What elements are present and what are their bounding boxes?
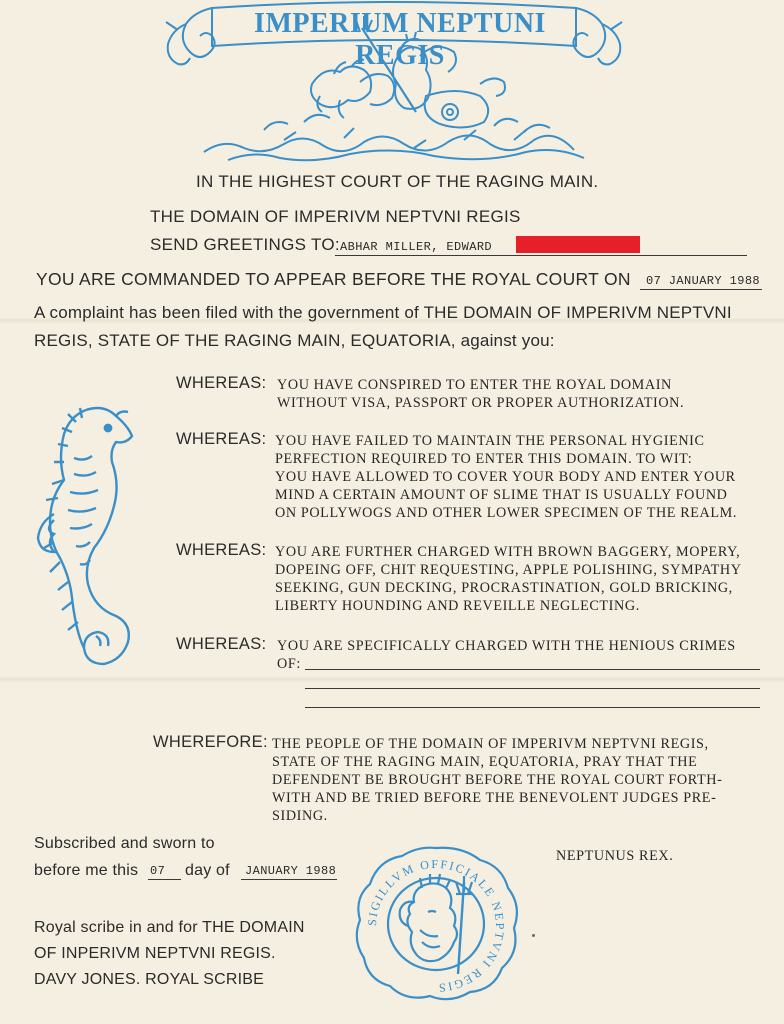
- greetings-label: SEND GREETINGS TO:: [150, 235, 340, 254]
- day-of-label: day of: [185, 862, 230, 879]
- ink-dot: [532, 934, 535, 937]
- whereas-2-line-1: YOU HAVE FAILED TO MAINTAIN THE PERSONAL HYGIENIC: [275, 433, 705, 449]
- seal-text-path: SIGILLVM OFFICIALE NEPTVNI REGIS: [364, 856, 508, 996]
- whereas-text-4: [277, 637, 736, 673]
- crimes-line-3: [305, 707, 760, 708]
- whereas-4-line-1: YOU ARE SPECIFICALLY CHARGED WITH THE HENIOUS CRIMES: [277, 638, 736, 654]
- banner-title: IMPERIUM NEPTUNI REGIS: [254, 8, 546, 71]
- wherefore-line-1: THE PEOPLE OF THE DOMAIN OF IMPERIVM NEPTVNI REGIS,: [272, 736, 709, 752]
- whereas-2-line-4: MIND A CERTAIN AMOUNT OF SLIME THAT IS USUALLY FOUND: [275, 487, 728, 503]
- crimes-line-2: [305, 688, 760, 689]
- month-underline: [241, 879, 337, 880]
- crimes-line-1: [305, 669, 760, 670]
- whereas-1-line-1: YOU HAVE CONSPIRED TO ENTER THE ROYAL DOMAIN: [277, 377, 672, 393]
- whereas-label-4: WHEREAS:: [176, 635, 267, 653]
- whereas-2-line-5: ON POLLYWOGS AND OTHER LOWER SPECIMEN OF THE REALM.: [275, 505, 738, 521]
- wherefore-line-2: STATE OF THE RAGING MAIN, EQUATORIA, PRAY THAT THE: [272, 754, 698, 770]
- redaction-bar: [516, 236, 640, 253]
- whereas-label-3: WHEREAS:: [176, 541, 267, 559]
- month-year: JANUARY 1988: [245, 864, 337, 878]
- day-value: 07: [150, 864, 166, 878]
- scribe-line-1: Royal scribe in and for THE DOMAIN: [34, 919, 305, 936]
- whereas-2-line-3: YOU HAVE ALLOWED TO COVER YOUR BODY AND ENTER YOUR: [275, 469, 736, 485]
- day-underline: [148, 879, 181, 880]
- wherefore-text: [272, 735, 722, 825]
- whereas-text-1: [277, 376, 684, 412]
- scribe-line-3: DAVY JONES. ROYAL SCRIBE: [34, 971, 265, 988]
- recipient-underline: [335, 255, 747, 256]
- scribe-line-2: OF INPERIVM NEPTVNI REGIS.: [34, 945, 276, 962]
- whereas-3-line-4: LIBERTY HOUNDING AND REVEILLE NEGLECTING.: [275, 598, 640, 614]
- recipient-name: ABHAR MILLER, EDWARD: [340, 240, 493, 254]
- court-line: IN THE HIGHEST COURT OF THE RAGING MAIN.: [196, 172, 599, 191]
- whereas-3-line-1: YOU ARE FURTHER CHARGED WITH BROWN BAGGERY, MOPERY,: [275, 544, 741, 560]
- whereas-3-line-2: DOPEING OFF, CHIT REQUESTING, APPLE POLISHING, SYMPATHY: [275, 562, 742, 578]
- wherefore-line-5: SIDING.: [272, 808, 328, 824]
- whereas-text-3: [275, 543, 742, 615]
- wherefore-label: WHEREFORE:: [153, 733, 268, 751]
- complaint-line-1: A complaint has been filed with the government of THE DOMAIN OF IMPERIVM NEPTVNI: [34, 303, 732, 322]
- wherefore-line-3: DEFENDENT BE BROUGHT BEFORE THE ROYAL COURT FORTH-: [272, 772, 723, 788]
- whereas-text-2: [275, 432, 737, 522]
- whereas-4-line-2: OF:: [277, 656, 301, 672]
- seahorse-illustration: [24, 402, 142, 678]
- whereas-label-2: WHEREAS:: [176, 430, 267, 448]
- appear-date: 07 JANUARY 1988: [646, 274, 761, 288]
- whereas-1-line-2: WITHOUT VISA, PASSPORT OR PROPER AUTHORIZATION.: [277, 395, 685, 411]
- complaint-line-2: REGIS, STATE OF THE RAGING MAIN, EQUATORIA, against you:: [34, 331, 555, 350]
- domain-line: THE DOMAIN OF IMPERIVM NEPTVNI REGIS: [150, 207, 521, 226]
- royal-seal: [350, 842, 522, 1004]
- whereas-3-line-3: SEEKING, GUN DECKING, PROCRASTINATION, GOLD BRICKING,: [275, 580, 733, 596]
- commanded-label: YOU ARE COMMANDED TO APPEAR BEFORE THE ROYAL COURT ON: [36, 269, 631, 289]
- appear-date-underline: [640, 289, 762, 290]
- subscribed-line: Subscribed and sworn to: [34, 835, 215, 852]
- wherefore-line-4: WITH AND BE TRIED BEFORE THE BENEVOLENT JUDGES PRE-: [272, 790, 717, 806]
- before-me-line: before me this: [34, 862, 139, 879]
- whereas-2-line-2: PERFECTION REQUIRED TO ENTER THIS DOMAIN. TO WIT:: [275, 451, 693, 467]
- whereas-label-1: WHEREAS:: [176, 374, 267, 392]
- neptunus-rex: NEPTUNUS REX.: [556, 848, 674, 864]
